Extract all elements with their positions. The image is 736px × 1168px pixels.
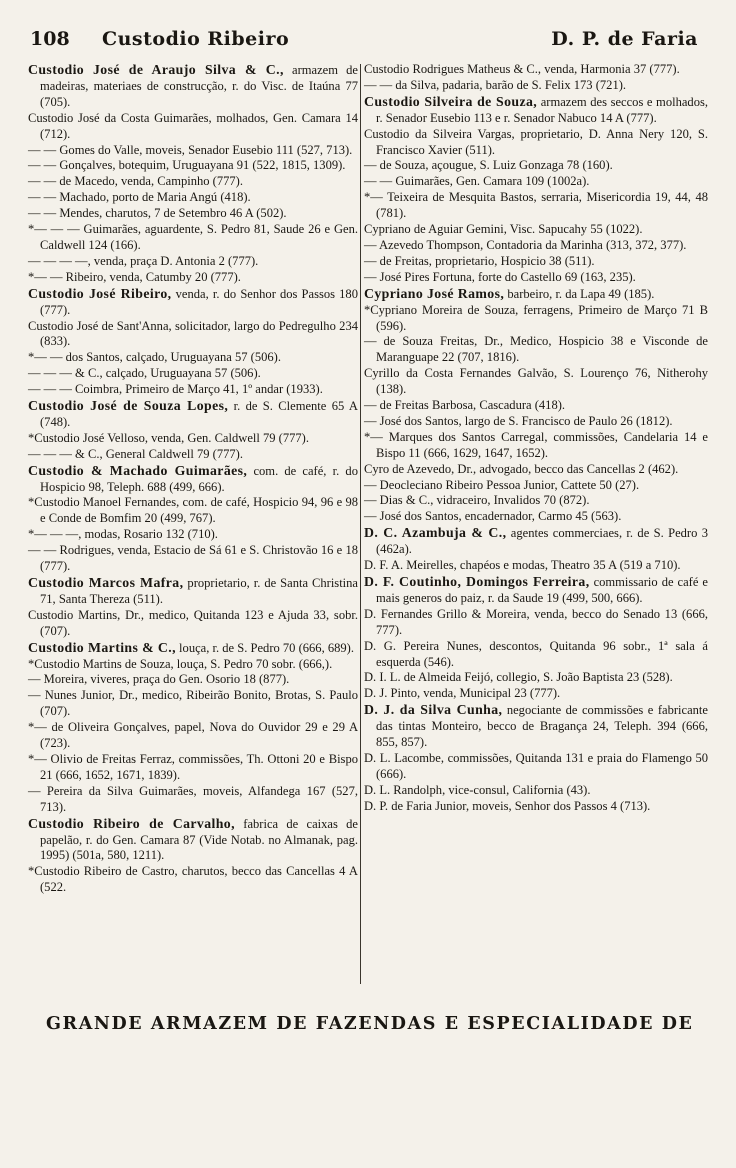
directory-entry: [364, 398, 708, 414]
entry-text: venda, r. do Senhor dos Passos 180 (777).: [40, 286, 358, 317]
directory-entry: [28, 495, 358, 527]
directory-entry: [364, 702, 708, 751]
entry-text: — — Gomes do Valle, moveis, Senador Eusebio 111 (527, 713).: [28, 142, 353, 157]
entry-text: *— — —, modas, Rosario 132 (710).: [28, 527, 218, 542]
directory-entry: [28, 752, 358, 784]
entry-text: — de Freitas Barbosa, Cascadura (418).: [364, 398, 566, 413]
entry-text: — — — & C., General Caldwell 79 (777).: [28, 446, 244, 461]
directory-entry: [28, 206, 358, 222]
directory-entry: [28, 463, 358, 496]
entry-name: Custodio Martins & C.,: [28, 639, 176, 655]
entry-text: D. P. de Faria Junior, moveis, Senhor dos Passos 4 (713).: [364, 798, 651, 813]
directory-entry: [28, 174, 358, 190]
directory-entry: [28, 62, 358, 111]
right-running-title: D. P. de Faria: [551, 28, 698, 50]
entry-text: commissario de café e mais generos do paiz, r. da Saude 19 (499, 500, 666).: [376, 575, 708, 605]
directory-entry: [364, 414, 708, 430]
entry-text: D. L. Randolph, vice-consul, California (43).: [364, 782, 591, 797]
directory-entry: [364, 174, 708, 190]
entry-text: *Custodio Martins de Souza, louça, S. Pedro 70 sobr. (666,).: [28, 656, 333, 671]
entry-text: *— Teixeira de Mesquita Bastos, serraria, Misericordia 19, 44, 48 (781).: [364, 190, 708, 221]
entry-text: Custodio da Silveira Vargas, proprietario, D. Anna Nery 120, S. Francisco Xavier (511).: [364, 126, 708, 157]
entry-text: — Dias & C., vidraceiro, Invalidos 70 (872).: [364, 493, 590, 508]
directory-entry: [28, 382, 358, 398]
directory-entry: [28, 864, 358, 896]
entry-text: Custodio José de Sant'Anna, solicitador, largo do Pedregulho 234 (833).: [28, 318, 358, 349]
entry-text: Cypriano de Aguiar Gemini, Visc. Sapucahy 55 (1022).: [364, 222, 643, 237]
left-running-title: Custodio Ribeiro: [102, 28, 290, 50]
directory-entry: [364, 334, 708, 366]
directory-entry: [364, 62, 708, 78]
directory-entry: [364, 509, 708, 525]
entry-name: Custodio & Machado Guimarães,: [28, 462, 248, 478]
entry-name: D. J. da Silva Cunha,: [364, 702, 503, 718]
directory-entry: [28, 143, 358, 159]
directory-entry: [364, 639, 708, 671]
entry-name: Custodio José de Souza Lopes,: [28, 398, 229, 414]
directory-entry: [364, 430, 708, 462]
directory-entry: [364, 493, 708, 509]
entry-text: — de Freitas, proprietario, Hospicio 38 (511).: [364, 253, 595, 268]
entry-text: armazem des seccos e molhados, r. Senador Eusebio 113 e r. Senador Nabuco 14 A (777).: [376, 94, 708, 125]
directory-entry: [364, 190, 708, 222]
directory-entry: [364, 670, 708, 686]
entry-text: — — de Macedo, venda, Campinho (777).: [28, 174, 243, 189]
entry-text: negociante de commissões e fabricante das tintas Monteiro, becco de Bragança 24, Teleph. 394 (666, 855, 857).: [376, 703, 708, 750]
entry-text: D. I. L. de Almeida Feijó, collegio, S. João Baptista 23 (528).: [364, 670, 673, 685]
entry-name: Custodio Ribeiro de Carvalho,: [28, 815, 235, 831]
entry-text: D. F. A. Meirelles, chapéos e modas, Theatro 35 A (519 a 710).: [364, 558, 681, 573]
entry-text: Custodio José da Costa Guimarães, molhados, Gen. Camara 14 (712).: [28, 110, 358, 141]
directory-entry: [364, 270, 708, 286]
directory-entry: [28, 640, 358, 657]
entry-text: Cyrillo da Costa Fernandes Galvão, S. Lourenço 76, Nitherohy (138).: [364, 366, 708, 397]
entry-text: com. de café, r. do Hospicio 98, Teleph. 688 (499, 666).: [40, 463, 358, 494]
directory-entry: [28, 608, 358, 640]
entry-text: — José dos Santos, largo de S. Francisco de Paulo 26 (1812).: [364, 413, 673, 428]
entry-name: Custodio José Ribeiro,: [28, 285, 172, 301]
right-column: [364, 62, 708, 815]
directory-entry: [364, 222, 708, 238]
directory-entry: [364, 366, 708, 398]
entry-name: Cypriano José Ramos,: [364, 285, 505, 301]
directory-entry: [364, 783, 708, 799]
column-divider: [360, 64, 361, 984]
entry-text: proprietario, r. de Santa Christina 71, Santa Thereza (511).: [40, 576, 359, 606]
entry-text: *— — — Guimarães, aguardente, S. Pedro 81, Saude 26 e Gen. Caldwell 124 (166).: [28, 222, 358, 252]
entry-text: — — Machado, porto de Maria Angú (418).: [28, 190, 251, 205]
directory-entry: [364, 478, 708, 494]
entry-text: *— — Ribeiro, venda, Catumby 20 (777).: [28, 269, 241, 284]
entry-text: — — Mendes, charutos, 7 de Setembro 46 A (502).: [28, 206, 287, 221]
entry-name: D. F. Coutinho, Domingos Ferreira,: [364, 574, 590, 589]
entry-name: D. C. Azambuja & C.,: [364, 525, 507, 541]
entry-text: — — — & C., calçado, Uruguayana 57 (506).: [28, 366, 261, 381]
directory-entry: [28, 672, 358, 688]
entry-text: — José Pires Fortuna, forte do Castello 69 (163, 235).: [364, 269, 636, 284]
directory-entry: [364, 462, 708, 478]
directory-entry: [364, 558, 708, 574]
directory-entry: [28, 527, 358, 543]
entry-text: *Custodio Manoel Fernandes, com. de café, Hospicio 94, 96 e 98 e Conde de Bomfim 20 (499, 767).: [28, 495, 358, 526]
entry-text: louça, r. de S. Pedro 70 (666, 689).: [175, 640, 354, 655]
directory-entry: [28, 431, 358, 447]
entry-text: — de Souza, açougue, S. Luiz Gonzaga 78 (160).: [364, 158, 613, 173]
entry-text: *— de Oliveira Gonçalves, papel, Nova do Ouvidor 29 e 29 A (723).: [28, 720, 358, 751]
entry-text: — — Rodrigues, venda, Estacio de Sá 61 e S. Christovão 16 e 18 (777).: [28, 543, 358, 574]
directory-entry: [364, 158, 708, 174]
directory-entry: [364, 238, 708, 254]
directory-entry: [28, 720, 358, 752]
directory-entry: [28, 816, 358, 865]
directory-entry: [364, 686, 708, 702]
directory-entry: [28, 319, 358, 351]
entry-text: — — da Silva, padaria, barão de S. Felix 173 (721).: [364, 77, 627, 92]
directory-entry: [364, 303, 708, 335]
directory-entry: [364, 751, 708, 783]
entry-text: — Deocleciano Ribeiro Pessoa Junior, Cattete 50 (27).: [364, 477, 640, 492]
entry-text: *— Marques dos Santos Carregal, commissões, Candelaria 14 e Bispo 11 (666, 1629, 1647, 1652).: [364, 429, 708, 460]
entry-text: — — — —, venda, praça D. Antonia 2 (777).: [28, 253, 259, 268]
entry-text: Custodio Rodrigues Matheus & C., venda, Harmonia 37 (777).: [364, 62, 680, 76]
directory-entry: [28, 366, 358, 382]
directory-entry: [364, 799, 708, 815]
directory-entry: [28, 111, 358, 143]
entry-text: *— — dos Santos, calçado, Uruguayana 57 (506).: [28, 350, 281, 365]
directory-entry: [28, 270, 358, 286]
directory-entry: [28, 784, 358, 816]
directory-entry: [364, 78, 708, 94]
directory-entry: [28, 286, 358, 319]
entry-name: Custodio José de Araujo Silva & C.,: [28, 62, 284, 77]
directory-entry: [28, 398, 358, 431]
entry-text: D. J. Pinto, venda, Municipal 23 (777).: [364, 686, 561, 701]
entry-name: Custodio Marcos Mafra,: [28, 575, 184, 590]
entry-text: r. de S. Clemente 65 A (748).: [40, 399, 358, 429]
entry-text: — de Souza Freitas, Dr., Medico, Hospicio 38 e Visconde de Maranguape 22 (707, 1816).: [364, 334, 708, 365]
entry-text: D. Fernandes Grillo & Moreira, venda, becco do Senado 13 (666, 777).: [364, 606, 708, 637]
directory-entry: [28, 447, 358, 463]
directory-entry: [28, 575, 358, 608]
footer-banner: GRANDE ARMAZEM DE FAZENDAS E ESPECIALIDADE DE: [46, 1014, 694, 1034]
directory-entry: [364, 286, 708, 303]
entry-text: — Moreira, viveres, praça do Gen. Osorio 18 (877).: [28, 672, 290, 687]
entry-text: barbeiro, r. da Lapa 49 (185).: [504, 286, 655, 301]
left-column: [28, 62, 358, 896]
directory-entry: [28, 254, 358, 270]
entry-text: *Cypriano Moreira de Souza, ferragens, Primeiro de Março 71 B (596).: [364, 302, 708, 333]
page-number: 108: [30, 28, 70, 50]
page-header: [30, 28, 698, 54]
entry-text: fabrica de caixas de papelão, r. do Gen. Camara 87 (Vide Notab. no Almanak, pag. 1995) (501a, 580, 1211).: [40, 816, 358, 863]
directory-entry: [28, 190, 358, 206]
directory-entry: [364, 94, 708, 127]
entry-text: *Custodio José Velloso, venda, Gen. Caldwell 79 (777).: [28, 430, 309, 445]
entry-text: — — Gonçalves, botequim, Uruguayana 91 (522, 1815, 1309).: [28, 158, 346, 173]
directory-entry: [28, 688, 358, 720]
entry-text: — Azevedo Thompson, Contadoria da Marinha (313, 372, 377).: [364, 237, 687, 252]
directory-entry: [364, 525, 708, 558]
directory-entry: [364, 607, 708, 639]
entry-text: — Pereira da Silva Guimarães, moveis, Alfandega 167 (527, 713).: [28, 783, 358, 814]
entry-text: — José dos Santos, encadernador, Carmo 45 (563).: [364, 509, 622, 524]
entry-text: armazem de madeiras, materiaes de construcção, r. do Visc. de Itaúna 77 (705).: [40, 63, 358, 109]
entry-text: D. G. Pereira Nunes, descontos, Quitanda 96 sobr., 1ª sala á esquerda (546).: [364, 638, 708, 669]
entry-text: — — Guimarães, Gen. Camara 109 (1002a).: [364, 174, 590, 189]
entry-text: — — — Coimbra, Primeiro de Março 41, 1º andar (1933).: [28, 382, 323, 397]
directory-entry: [364, 254, 708, 270]
entry-name: Custodio Silveira de Souza,: [364, 93, 538, 109]
entry-text: Custodio Martins, Dr., medico, Quitanda 123 e Ajuda 33, sobr. (707).: [28, 607, 358, 638]
entry-text: — Nunes Junior, Dr., medico, Ribeirão Bonito, Brotas, S. Paulo (707).: [28, 688, 358, 719]
directory-entry: [28, 543, 358, 575]
entry-text: agentes commerciaes, r. de S. Pedro 3 (462a).: [376, 526, 708, 557]
directory-entry: [28, 158, 358, 174]
directory-entry: [28, 350, 358, 366]
directory-entry: [364, 574, 708, 607]
entry-text: *Custodio Ribeiro de Castro, charutos, becco das Cancellas 4 A (522.: [28, 864, 358, 895]
directory-entry: [28, 657, 358, 673]
entry-text: D. L. Lacombe, commissões, Quitanda 131 e praia do Flamengo 50 (666).: [364, 750, 708, 781]
directory-entry: [364, 127, 708, 159]
directory-entry: [28, 222, 358, 254]
entry-text: Cyro de Azevedo, Dr., advogado, becco das Cancellas 2 (462).: [364, 461, 679, 476]
entry-text: *— Olivio de Freitas Ferraz, commissões, Th. Ottoni 20 e Bispo 21 (666, 1652, 1671, 1839).: [28, 751, 358, 782]
